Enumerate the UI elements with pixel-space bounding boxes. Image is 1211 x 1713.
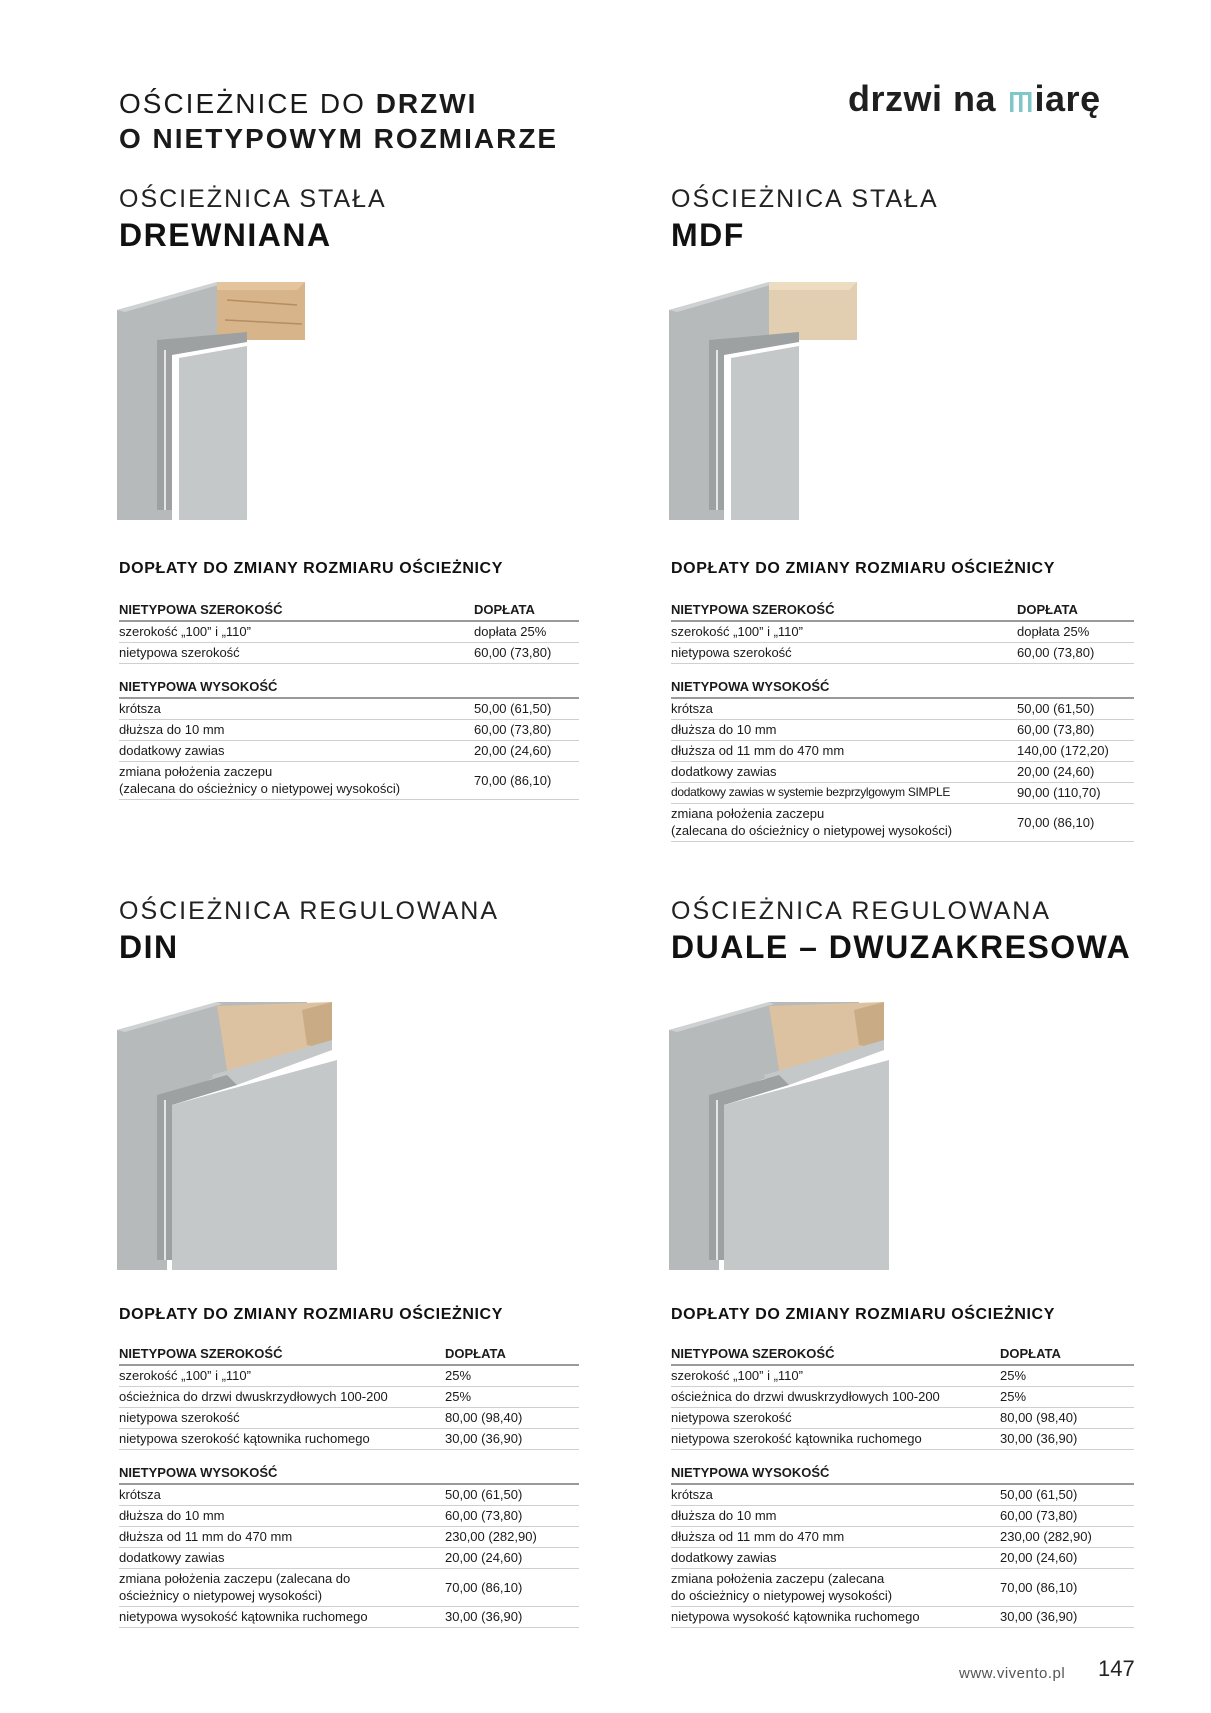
section-3-table-title: DOPŁATY DO ZMIANY ROZMIARU OŚCIEŻNICY [119, 1306, 503, 1323]
brand-logo [848, 78, 1101, 120]
table-row [119, 1365, 579, 1387]
section-4-subtitle: OŚCIEŻNICA REGULOWANA [671, 897, 1052, 925]
table-row [671, 1408, 1134, 1429]
section-1-table [119, 597, 579, 800]
table-row [671, 1387, 1134, 1408]
table-row [119, 1548, 579, 1569]
row-value: dopłata 25% [474, 621, 579, 643]
table-row [671, 804, 1134, 842]
table-row [119, 1408, 579, 1429]
row-label: dłuższa do 10 mm [119, 720, 474, 741]
row-label: nietypowa wysokość kątownika ruchomego [671, 1607, 1000, 1628]
table-row [671, 741, 1134, 762]
table-row [119, 741, 579, 762]
table-row [119, 720, 579, 741]
row-label: szerokość „100” i „110” [671, 621, 1017, 643]
row-label: dodatkowy zawias [119, 741, 474, 762]
row-label: szerokość „100” i „110” [671, 1365, 1000, 1387]
table-row [671, 698, 1134, 720]
row-value: 20,00 (24,60) [474, 741, 579, 762]
row-value: 25% [445, 1365, 579, 1387]
table-row [119, 762, 579, 800]
table-subheader-row [671, 1450, 1134, 1485]
row-value: 25% [1000, 1387, 1134, 1408]
row-value: 30,00 (36,90) [1000, 1429, 1134, 1450]
col-header-surcharge: DOPŁATA [445, 1341, 579, 1365]
row-label: krótsza [119, 1484, 445, 1506]
table-header-row [119, 1341, 579, 1365]
row-value: 60,00 (73,80) [1017, 720, 1134, 741]
table-row [671, 1569, 1134, 1607]
row-value: 30,00 (36,90) [1000, 1607, 1134, 1628]
col-header-surcharge: DOPŁATA [1017, 597, 1134, 621]
table-row [119, 1506, 579, 1527]
row-value: 60,00 (73,80) [1017, 643, 1134, 664]
row-value: 140,00 (172,20) [1017, 741, 1134, 762]
title-line2: O NIETYPOWYM ROZMIARZE [119, 123, 559, 154]
row-value: 25% [445, 1387, 579, 1408]
footer-url[interactable]: www.vivento.pl [959, 1665, 1066, 1682]
row-label: dłuższa do 10 mm [671, 1506, 1000, 1527]
col-header-width: NIETYPOWA SZEROKOŚĆ [119, 1341, 445, 1365]
row-label: dodatkowy zawias [671, 1548, 1000, 1569]
frame-duale-image [669, 1000, 889, 1270]
table-row [119, 643, 579, 664]
subheader-height: NIETYPOWA WYSOKOŚĆ [119, 664, 579, 699]
row-label: szerokość „100” i „110” [119, 621, 474, 643]
row-value: 25% [1000, 1365, 1134, 1387]
table-subheader-row [119, 1450, 579, 1485]
table-row [671, 1484, 1134, 1506]
section-1-title: DREWNIANA [119, 217, 332, 253]
row-label: szerokość „100” i „110” [119, 1365, 445, 1387]
row-label: dłuższa od 11 mm do 470 mm [671, 741, 1017, 762]
page-number: 147 [1098, 1656, 1135, 1681]
table-row [671, 762, 1134, 783]
row-label: nietypowa szerokość [119, 1408, 445, 1429]
row-label: nietypowa szerokość [119, 643, 474, 664]
table-row [671, 783, 1134, 804]
row-value: 70,00 (86,10) [1017, 804, 1134, 842]
row-value: 20,00 (24,60) [1017, 762, 1134, 783]
row-value: 20,00 (24,60) [1000, 1548, 1134, 1569]
table-row [119, 1607, 579, 1628]
row-value: 50,00 (61,50) [474, 698, 579, 720]
row-label-line2: (zalecana do ościeżnicy o nietypowej wysokości) [119, 781, 401, 796]
row-value: 60,00 (73,80) [445, 1506, 579, 1527]
row-label: krótsza [671, 698, 1017, 720]
page-title [119, 86, 558, 156]
subheader-height: NIETYPOWA WYSOKOŚĆ [671, 1450, 1134, 1485]
row-label: ościeżnica do drzwi dwuskrzydłowych 100-200 [119, 1387, 445, 1408]
row-value: 50,00 (61,50) [1000, 1484, 1134, 1506]
row-value: 230,00 (282,90) [1000, 1527, 1134, 1548]
table-row [671, 1548, 1134, 1569]
frame-wooden-image [117, 280, 307, 520]
table-row [671, 1506, 1134, 1527]
row-label: nietypowa wysokość kątownika ruchomego [119, 1607, 445, 1628]
row-label: dłuższa do 10 mm [671, 720, 1017, 741]
title-line1-light: OŚCIEŻNICE DO [119, 88, 376, 119]
row-value: 80,00 (98,40) [1000, 1408, 1134, 1429]
section-4-table-title: DOPŁATY DO ZMIANY ROZMIARU OŚCIEŻNICY [671, 1306, 1055, 1323]
row-value: 20,00 (24,60) [445, 1548, 579, 1569]
section-2-subtitle: OŚCIEŻNICA STAŁA [671, 185, 939, 213]
row-label-line2: (zalecana do ościeżnicy o nietypowej wysokości) [671, 823, 953, 838]
row-value: 80,00 (98,40) [445, 1408, 579, 1429]
brand-text-after: iarę [1034, 78, 1101, 119]
row-label: nietypowa szerokość [671, 643, 1017, 664]
row-value: dopłata 25% [1017, 621, 1134, 643]
row-label: krótsza [119, 698, 474, 720]
table-row [119, 698, 579, 720]
row-label [671, 1569, 1000, 1607]
row-label: dodatkowy zawias w systemie bezprzylgowym SIMPLE [671, 783, 1017, 804]
row-value: 60,00 (73,80) [1000, 1506, 1134, 1527]
col-header-surcharge: DOPŁATA [1000, 1341, 1134, 1365]
section-3-title: DIN [119, 929, 179, 965]
row-label-line2: do ościeżnicy o nietypowej wysokości) [671, 1588, 893, 1603]
table-row [671, 1607, 1134, 1628]
table-row [119, 621, 579, 643]
row-label-line2: ościeżnicy o nietypowej wysokości) [119, 1588, 323, 1603]
table-row [119, 1387, 579, 1408]
table-subheader-row [671, 664, 1134, 699]
section-2-title: MDF [671, 217, 745, 253]
section-4-title: DUALE – DWUZAKRESOWA [671, 929, 1132, 965]
row-value: 50,00 (61,50) [1017, 698, 1134, 720]
subheader-height: NIETYPOWA WYSOKOŚĆ [119, 1450, 579, 1485]
row-value: 90,00 (110,70) [1017, 783, 1134, 804]
table-row [671, 621, 1134, 643]
row-value: 70,00 (86,10) [445, 1569, 579, 1607]
row-label: nietypowa szerokość kątownika ruchomego [119, 1429, 445, 1450]
table-row [119, 1527, 579, 1548]
frame-din-image [117, 1000, 337, 1270]
row-label: dodatkowy zawias [671, 762, 1017, 783]
section-4-table [671, 1341, 1134, 1628]
table-row [671, 1429, 1134, 1450]
row-value: 30,00 (36,90) [445, 1429, 579, 1450]
row-label: nietypowa szerokość [671, 1408, 1000, 1429]
table-subheader-row [119, 664, 579, 699]
table-header-row [671, 1341, 1134, 1365]
row-label: dodatkowy zawias [119, 1548, 445, 1569]
row-value: 70,00 (86,10) [1000, 1569, 1134, 1607]
row-label-line1: zmiana położenia zaczepu [119, 764, 273, 779]
row-label: krótsza [671, 1484, 1000, 1506]
row-label-line1: zmiana położenia zaczepu (zalecana do [119, 1571, 351, 1586]
section-3-subtitle: OŚCIEŻNICA REGULOWANA [119, 897, 500, 925]
table-row [671, 643, 1134, 664]
row-label: dłuższa od 11 mm do 470 mm [671, 1527, 1000, 1548]
row-label-line1: zmiana położenia zaczepu (zalecana [671, 1571, 885, 1586]
section-3-table [119, 1341, 579, 1628]
frame-mdf-image [669, 280, 859, 520]
col-header-width: NIETYPOWA SZEROKOŚĆ [671, 597, 1017, 621]
row-value: 60,00 (73,80) [474, 720, 579, 741]
brand-m-icon [1009, 90, 1033, 114]
row-value: 50,00 (61,50) [445, 1484, 579, 1506]
col-header-width: NIETYPOWA SZEROKOŚĆ [119, 597, 474, 621]
table-header-row [119, 597, 579, 621]
table-row [119, 1569, 579, 1607]
row-label [119, 762, 474, 800]
brand-text-before: drzwi na [848, 78, 1007, 119]
row-label: dłuższa do 10 mm [119, 1506, 445, 1527]
row-value: 70,00 (86,10) [474, 762, 579, 800]
table-row [671, 720, 1134, 741]
row-value: 230,00 (282,90) [445, 1527, 579, 1548]
row-label: nietypowa szerokość kątownika ruchomego [671, 1429, 1000, 1450]
section-1-subtitle: OŚCIEŻNICA STAŁA [119, 185, 387, 213]
section-1-table-title: DOPŁATY DO ZMIANY ROZMIARU OŚCIEŻNICY [119, 560, 503, 577]
section-2-table-title: DOPŁATY DO ZMIANY ROZMIARU OŚCIEŻNICY [671, 560, 1055, 577]
section-2-table [671, 597, 1134, 842]
row-value: 30,00 (36,90) [445, 1607, 579, 1628]
row-label-line1: zmiana położenia zaczepu [671, 806, 825, 821]
table-row [119, 1484, 579, 1506]
col-header-width: NIETYPOWA SZEROKOŚĆ [671, 1341, 1000, 1365]
row-label [119, 1569, 445, 1607]
row-label: ościeżnica do drzwi dwuskrzydłowych 100-200 [671, 1387, 1000, 1408]
table-row [119, 1429, 579, 1450]
col-header-surcharge: DOPŁATA [474, 597, 579, 621]
title-line1-bold: DRZWI [375, 88, 478, 119]
table-row [671, 1527, 1134, 1548]
row-label [671, 804, 1017, 842]
table-row [671, 1365, 1134, 1387]
row-value: 60,00 (73,80) [474, 643, 579, 664]
subheader-height: NIETYPOWA WYSOKOŚĆ [671, 664, 1134, 699]
row-label: dłuższa od 11 mm do 470 mm [119, 1527, 445, 1548]
table-header-row [671, 597, 1134, 621]
